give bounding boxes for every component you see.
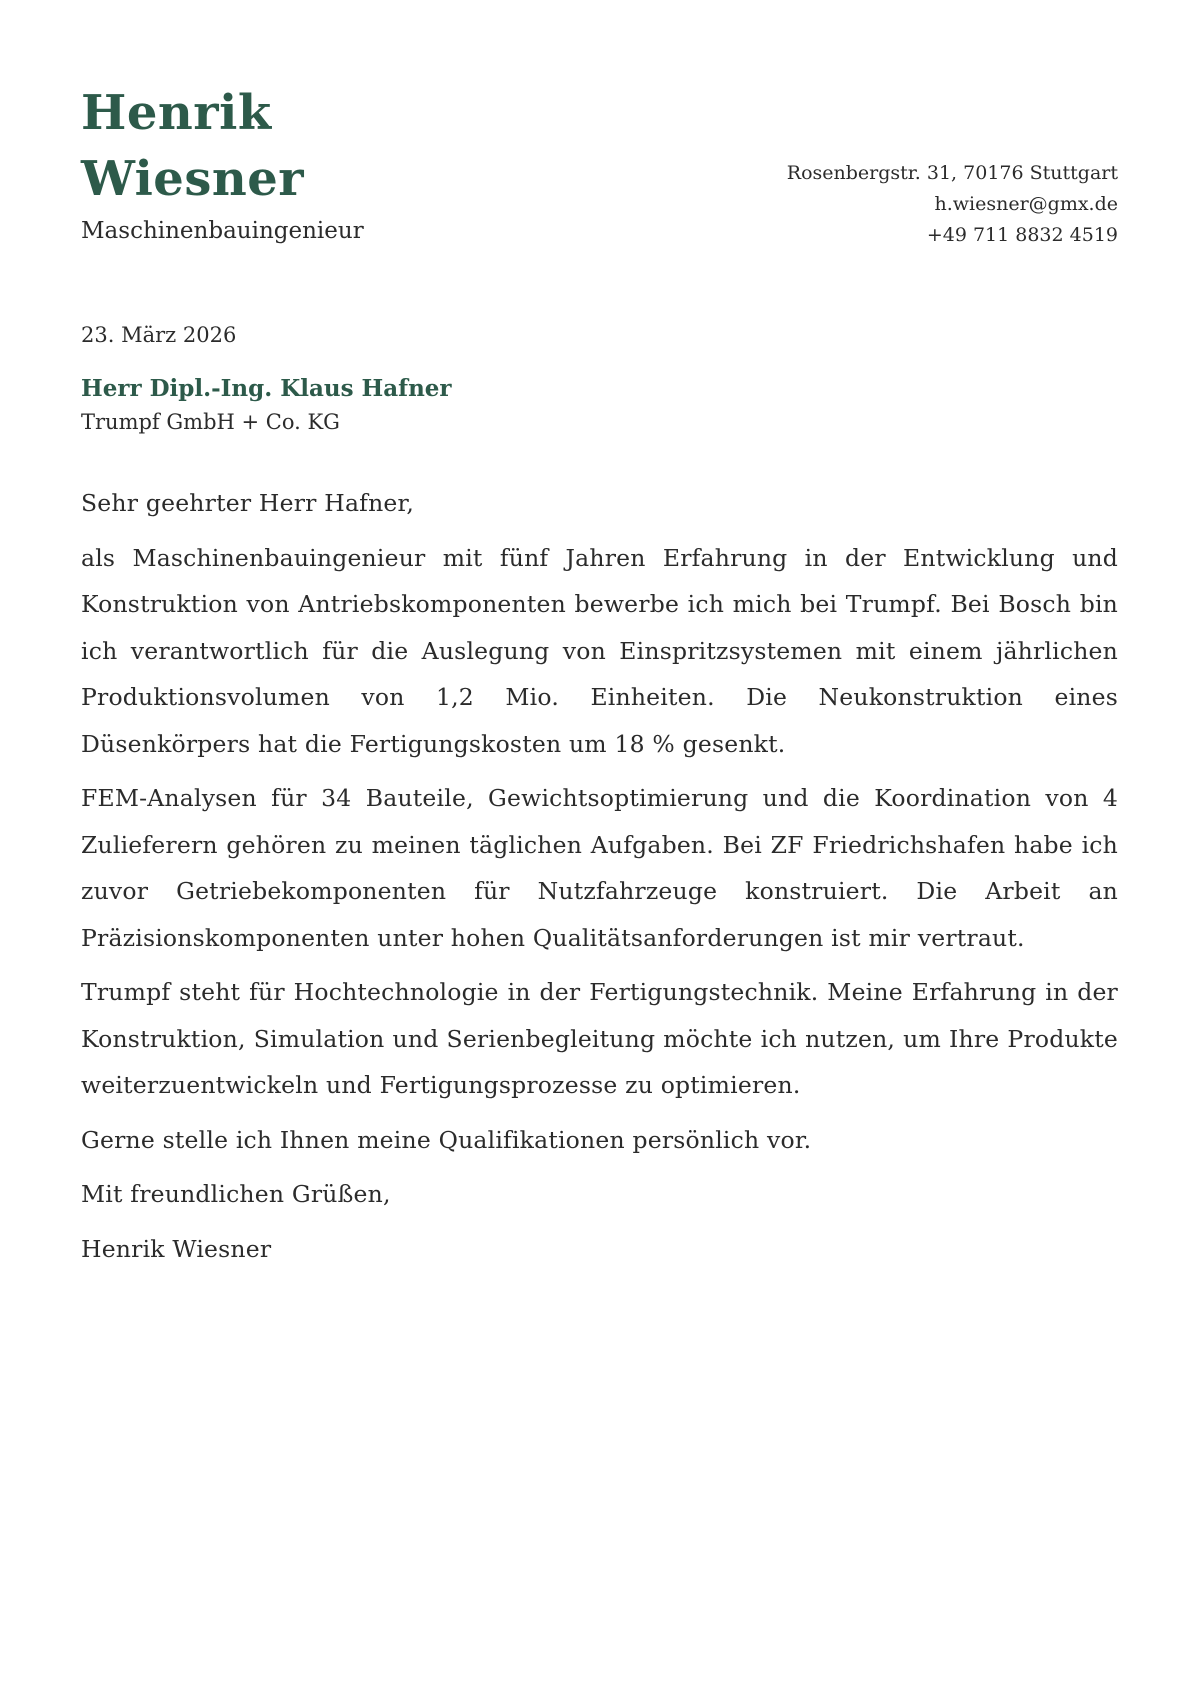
signature: Henrik Wiesner [81,1234,272,1263]
sender-name [81,80,304,212]
letter-body [81,480,1118,1280]
sender-email: h.wiesner@gmx.de [934,193,1118,215]
sender-phone: +49 711 8832 4519 [926,224,1118,246]
sender-job-title: Maschinenbauingenieur [81,218,364,244]
letter-date: 23. März 2026 [81,323,237,347]
recipient-name: Herr Dipl.-Ing. Klaus Hafner [81,375,452,402]
letter-header [81,0,1118,260]
sender-address: Rosenbergstr. 31, 70176 Stuttgart [786,162,1118,184]
sender-first-name: Henrik [81,85,272,141]
closing: Mit freundlichen Grüßen, [81,1180,391,1208]
salutation: Sehr geehrter Herr Hafner, [81,489,415,517]
paragraph-4: Gerne stelle ich Ihnen meine Qualifikationen persönlich vor. [81,1125,812,1154]
letter-page [81,0,1118,1263]
paragraph-2: FEM-Analysen für 34 Bauteile, Gewichtsoptimierung und die Koordination von 4 Zulieferern gehören zu meinen täglichen Aufgaben. Bei ZF Friedrichshafen habe ich zuvor Getriebekomponenten für Nutzfahrzeuge konstruiert. Die Arbeit an Präzisionskomponenten unter hohen Qualitätsanforderungen ist mir vertraut. [81,784,1118,952]
sender-last-name: Wiesner [81,151,305,207]
sender-contact-block [787,158,1118,251]
paragraph-1: als Maschinenbauingenieur mit fünf Jahren Erfahrung in der Entwicklung und Konstruktion von Antriebskomponenten bewerbe ich mich bei Trumpf. Bei Bosch bin ich verantwortlich für die Auslegung von Einspritzsystemen mit einem jährlichen Produktionsvolumen von 1,2 Mio. Einheiten. Die Neukonstruktion eines Düsenkörpers hat die Fertigungskosten um 18 % gesenkt. [81,543,1118,758]
recipient-company: Trumpf GmbH + Co. KG [81,410,340,434]
paragraph-3: Trumpf steht für Hochtechnologie in der Fertigungstechnik. Meine Erfahrung in der Konstruktion, Simulation und Serienbegleitung möchte ich nutzen, um Ihre Produkte weiterzuentwickeln und Fertigungsprozesse zu optimieren. [81,978,1118,1099]
